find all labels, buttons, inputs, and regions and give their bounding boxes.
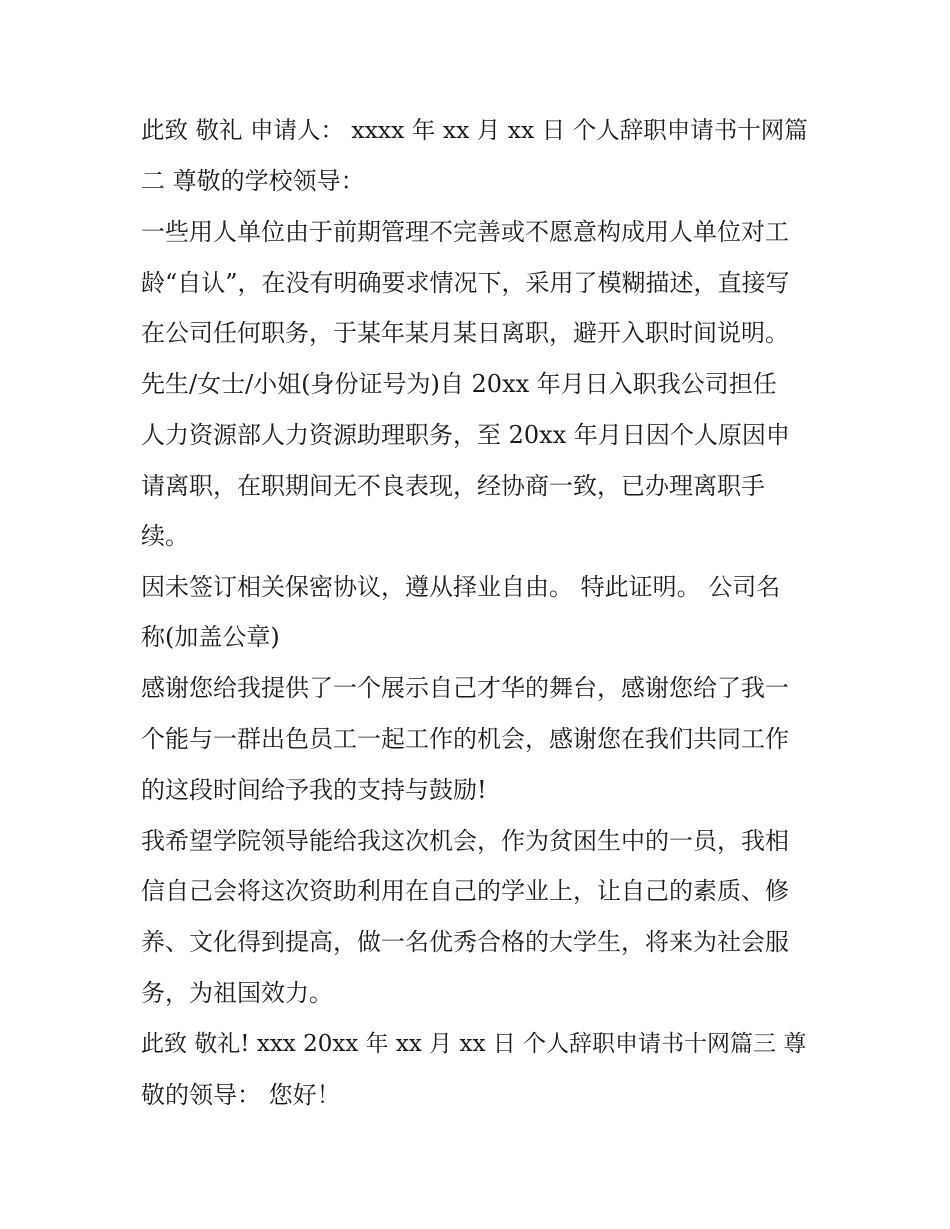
text-line: 因未签订相关保密协议，遵从择业自由。 特此证明。 公司名	[141, 573, 781, 601]
text-line: 此致 敬礼 申请人： xxxx 年 xx 月 xx 日 个人辞职申请书十网篇	[141, 116, 808, 144]
text-line: 此致 敬礼! xxx 20xx 年 xx 月 xx 日 个人辞职申请书十网篇三 尊	[141, 1031, 807, 1057]
text-line: 务，为祖国效力。	[141, 979, 333, 1007]
text-line: 养、文化得到提高，做一名优秀合格的大学生，将来为社会服	[141, 928, 789, 956]
text-line: 二 尊敬的学校领导：	[141, 167, 365, 195]
text-line: 我希望学院领导能给我这次机会，作为贫困生中的一员，我相	[141, 827, 789, 855]
text-line: 在公司任何职务，于某年某月某日离职，避开入职时间说明。	[141, 319, 789, 347]
text-line: 人力资源部人力资源助理职务，至 20xx 年月日因个人原因申	[141, 421, 790, 449]
text-line: 敬的领导： 您好！	[141, 1081, 341, 1109]
text-line: 请离职，在职期间无不良表现，经协商一致，已办理离职手	[141, 472, 765, 500]
text-line: 称(加盖公章)	[141, 623, 280, 651]
text-line: 龄“自认”，在没有明确要求情况下，采用了模糊描述，直接写	[141, 269, 790, 297]
text-line: 续。	[141, 522, 189, 550]
text-line: 先生/女士/小姐(身份证号为)自 20xx 年月日入职我公司担任	[141, 370, 777, 398]
text-line: 一些用人单位由于前期管理不完善或不愿意构成用人单位对工	[141, 218, 789, 246]
text-line: 感谢您给我提供了一个展示自己才华的舞台，感谢您给了我一	[141, 674, 789, 702]
text-line: 个能与一群出色员工一起工作的机会，感谢您在我们共同工作	[141, 725, 789, 753]
text-line: 信自己会将这次资助利用在自己的学业上，让自己的素质、修	[141, 877, 789, 905]
text-line: 的这段时间给予我的支持与鼓励!	[141, 776, 487, 804]
